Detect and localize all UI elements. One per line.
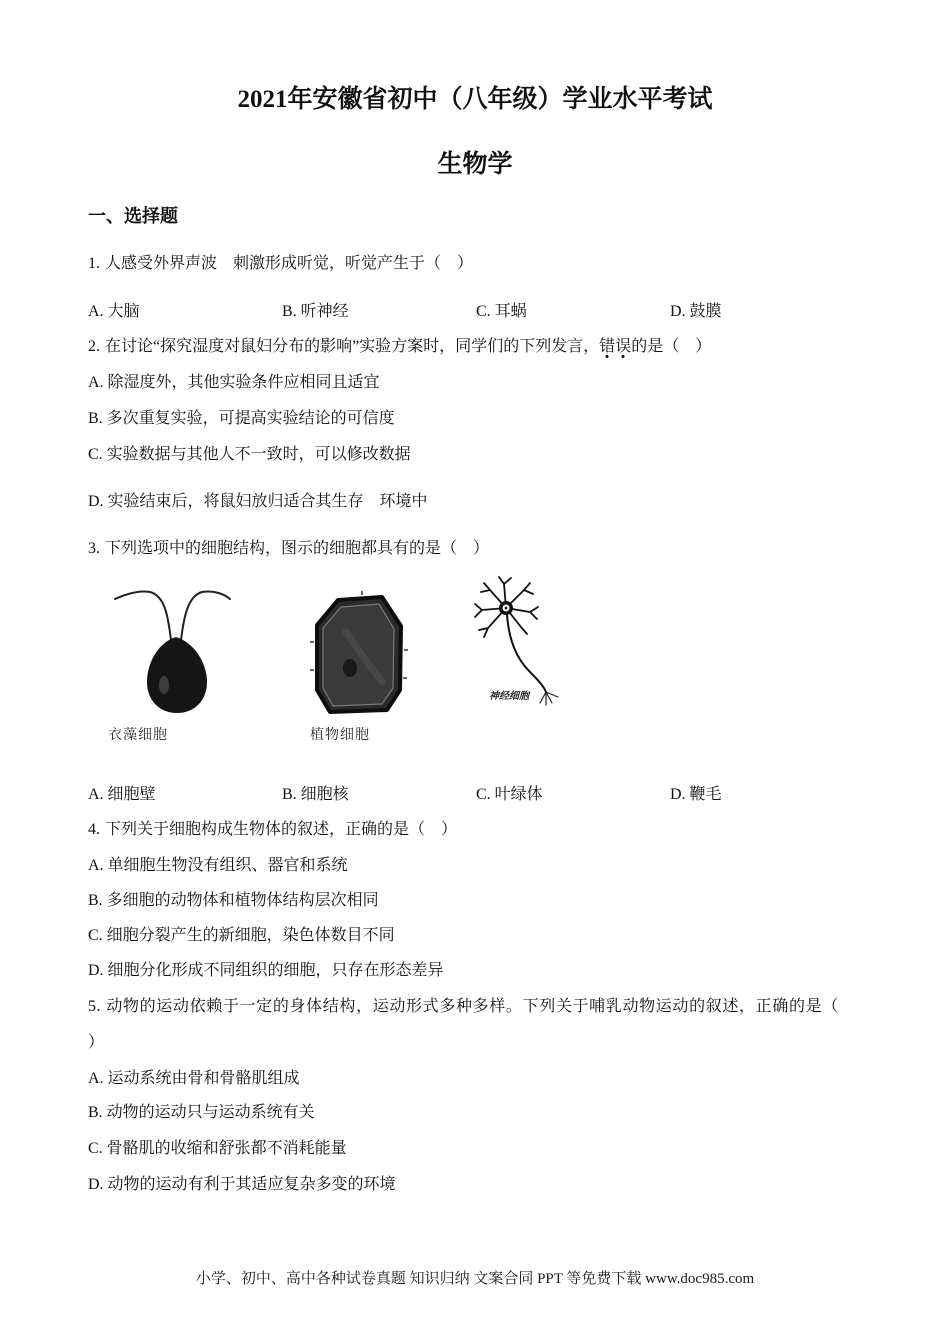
plant-cell-figure (310, 591, 408, 743)
question-1-options (88, 302, 864, 322)
flagellum-left (115, 591, 171, 640)
nucleolus (505, 607, 508, 610)
question-number: 3. (88, 540, 100, 557)
option-d: D. 动物的运动有利于其适应复杂多变的环境 (88, 1176, 396, 1193)
question-3-stem (88, 539, 489, 559)
option-c: C. 细胞分裂产生的新细胞，染色体数目不同 (88, 927, 395, 944)
figure-label-plant-cell: 植物细胞 (310, 727, 370, 743)
option-c: C. 叶绿体 (476, 786, 543, 803)
option-b: B. 听神经 (282, 303, 349, 320)
question-5-stem-continued: ） (88, 1034, 105, 1051)
option-c: C. 骨骼肌的收缩和舒张都不消耗能量 (88, 1140, 347, 1157)
option-a: A. 单细胞生物没有组织、器官和系统 (88, 857, 348, 874)
question-text: 在讨论“探究湿度对鼠妇分布的影响”实验方案时，同学们的下列发言， (105, 338, 600, 355)
flagellum-right (181, 591, 230, 640)
question-5-stem (88, 997, 839, 1017)
option-a: A. 运动系统由骨和骨骼肌组成 (88, 1070, 300, 1087)
question-number: 1. (88, 255, 100, 272)
question-text: 下列关于细胞构成生物体的叙述，正确的是（ ） (105, 821, 458, 838)
question-number: 2. (88, 338, 100, 355)
option-b: B. 多次重复实验，可提高实验结论的可信度 (88, 410, 395, 427)
option-b: B. 动物的运动只与运动系统有关 (88, 1104, 315, 1121)
figure-label-neuron: 神经细胞 (489, 691, 529, 702)
chloroplast-highlight (159, 676, 169, 694)
option-d: D. 鼓膜 (670, 303, 722, 320)
section-heading: 一、选择题 (88, 206, 178, 226)
option-b: B. 多细胞的动物体和植物体结构层次相同 (88, 892, 379, 909)
question-text: 动物的运动依赖于一定的身体结构，运动形式多种多样。下列关于哺乳动物运动的叙述，正确的是（ (106, 998, 839, 1015)
option-b: B. 细胞核 (282, 786, 349, 803)
neuron-figure (475, 577, 558, 705)
option-d: D. 鞭毛 (670, 786, 722, 803)
option-a: A. 除湿度外，其他实验条件应相同且适宜 (88, 374, 380, 391)
emphasized-keyword: 错误 (599, 338, 631, 359)
nucleus (343, 659, 357, 677)
exam-title: 2021年安徽省初中（八年级）学业水平考试 (237, 86, 713, 113)
figure-label-chlamydomonas: 衣藻细胞 (108, 727, 168, 743)
chlamydomonas-body (147, 637, 207, 713)
option-c: C. 耳蜗 (476, 303, 527, 320)
question-number: 5. (88, 998, 102, 1015)
question-text: 下列选项中的细胞结构，图示的细胞都具有的是（ ） (105, 540, 490, 557)
option-d: D. 实验结束后，将鼠妇放归适合其生存 环境中 (88, 493, 428, 510)
axon-terminals (540, 692, 558, 705)
question-text: 人感受外界声波 刺激形成听觉，听觉产生于（ ） (105, 255, 474, 272)
question-4-stem (88, 820, 457, 840)
option-a: A. 细胞壁 (88, 786, 156, 803)
axon (507, 615, 546, 692)
question-text-end: 的是（ ） (631, 338, 712, 355)
chlamydomonas-figure (108, 591, 230, 743)
option-c: C. 实验数据与其他人不一致时，可以修改数据 (88, 446, 411, 463)
question-2-stem (88, 337, 711, 357)
question-3-options (88, 785, 864, 805)
question-number: 4. (88, 821, 100, 838)
option-a: A. 大脑 (88, 303, 140, 320)
cell-figures (100, 570, 570, 750)
option-d: D. 细胞分化形成不同组织的细胞，只存在形态差异 (88, 962, 444, 979)
footer-note: 小学、初中、高中各种试卷真题 知识归纳 文案合同 PPT 等免费下载 www.doc985.com (195, 1271, 755, 1287)
question-1-stem (88, 254, 473, 274)
subject-title: 生物学 (437, 151, 513, 178)
